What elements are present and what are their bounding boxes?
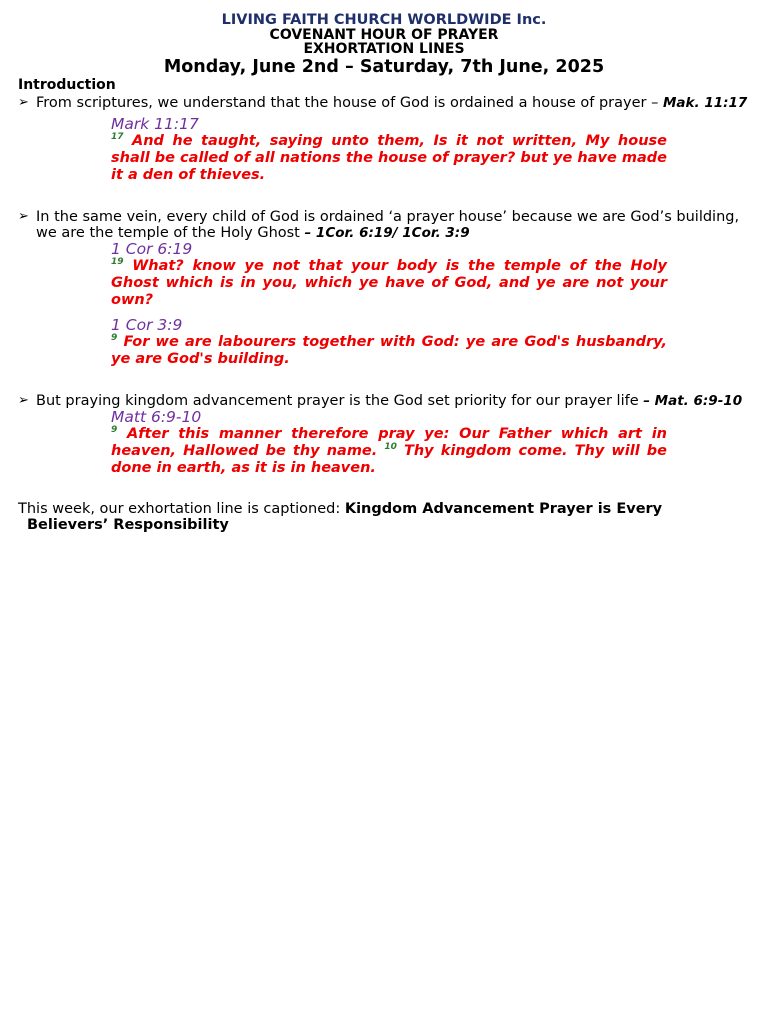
scripture-reference: Mak. 11:17 xyxy=(662,95,748,111)
verse-text: And he taught, saying unto them, Is it not written, My house shall be called of all nations the house of prayer? but ye have made it a den of thieves. xyxy=(111,133,667,183)
caption-line-1: Kingdom Advancement Prayer is Every xyxy=(344,501,663,517)
scripture-title: 1 Cor 3:9 xyxy=(111,316,183,334)
verse-text: After this manner therefore pray ye: Our Father which art in heaven, Hallowed be thy name. xyxy=(111,426,667,459)
scripture-title: Matt 6:9-10 xyxy=(111,408,202,426)
scripture-title: Mark 11:17 xyxy=(111,115,199,133)
document-header xyxy=(18,13,750,77)
header-line-3: EXHORTATION LINES xyxy=(303,41,465,57)
verse-number: 9 xyxy=(111,333,118,344)
bullet-point-3 xyxy=(18,393,750,409)
scripture-block xyxy=(111,241,667,309)
church-name: LIVING FAITH CHURCH WORLDWIDE Inc. xyxy=(221,12,547,28)
bullet-text: From scriptures, we understand that the house of God is ordained a house of prayer – xyxy=(36,95,663,111)
arrow-bullet-icon: ➢ xyxy=(18,95,29,110)
arrow-bullet-icon: ➢ xyxy=(18,209,29,224)
verse-text: For we are labourers together with God: ye are God's husbandry, ye are God's building. xyxy=(111,334,667,367)
scripture-reference: – Mat. 6:9-10 xyxy=(643,393,743,409)
closing-prefix: This week, our exhortation line is captioned: xyxy=(18,501,345,517)
scripture-block xyxy=(111,409,667,477)
scripture-block xyxy=(111,116,667,184)
introduction-heading: Introduction xyxy=(18,77,116,93)
caption-line-2: Believers’ Responsibility xyxy=(27,517,229,533)
bullet-text: But praying kingdom advancement prayer is the God set priority for our prayer life xyxy=(36,393,644,409)
scripture-block xyxy=(111,317,667,368)
bullet-text: In the same vein, every child of God is ordained ‘a prayer house’ because we are God’s building, we are the temple of the Holy Ghost xyxy=(36,209,740,241)
verse-text: What? know ye not that your body is the temple of the Holy Ghost which is in you, which ye have of God, and ye are not your own? xyxy=(111,258,667,308)
scripture-title: 1 Cor 6:19 xyxy=(111,240,193,258)
date-range: Monday, June 2nd – Saturday, 7th June, 2025 xyxy=(163,57,605,77)
bullet-point-1 xyxy=(18,95,750,111)
verse-number: 10 xyxy=(384,442,397,453)
bullet-point-2 xyxy=(18,209,750,241)
document-page xyxy=(18,13,750,533)
verse-number: 9 xyxy=(111,425,118,436)
verse-text: Thy kingdom come. Thy will be done in earth, as it is in heaven. xyxy=(111,443,667,476)
verse-number: 19 xyxy=(111,257,124,268)
closing-paragraph xyxy=(18,501,750,533)
header-line-2: COVENANT HOUR OF PRAYER xyxy=(269,27,499,43)
verse-number: 17 xyxy=(111,132,124,143)
scripture-reference: – 1Cor. 6:19/ 1Cor. 3:9 xyxy=(304,225,470,241)
arrow-bullet-icon: ➢ xyxy=(18,393,29,408)
